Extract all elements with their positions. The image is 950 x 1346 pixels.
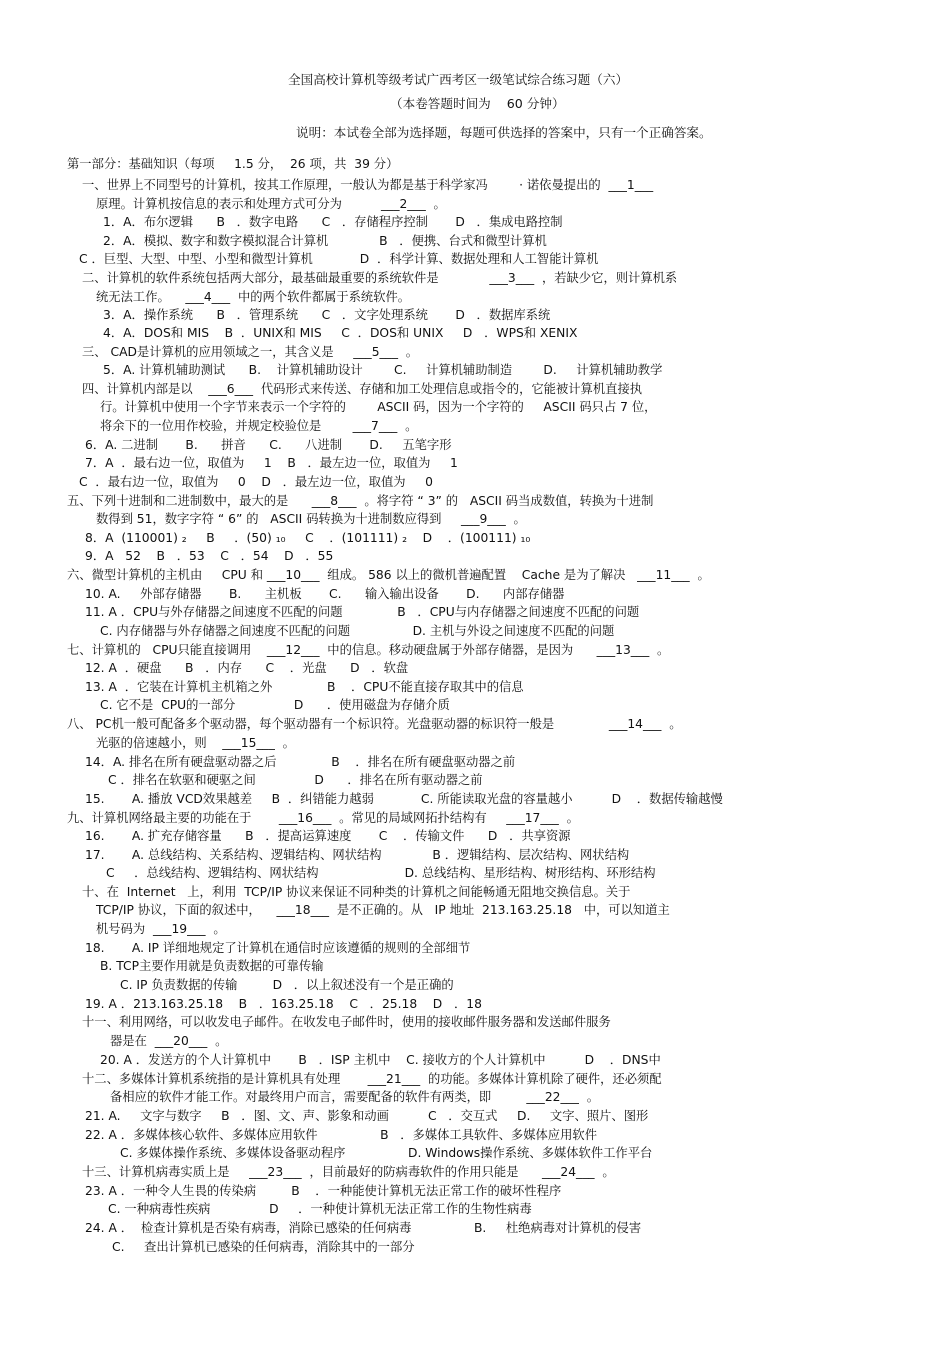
- doc-line: 23. A ．一种令人生畏的传染病 B ．一种能使计算机无法正常工作的破坏性程序: [85, 1184, 562, 1198]
- doc-line: 十一、利用网络，可以收发电子邮件。在收发电子邮件时，使用的接收邮件服务器和发送邮件服务: [82, 1015, 611, 1029]
- doc-line: 17. A. 总线结构、关系结构、逻辑结构、网状结构 B ．逻辑结构、层次结构、网状结构: [85, 848, 630, 862]
- doc-line: 九、计算机网络最主要的功能在于 ___16___ 。常见的局域网拓扑结构有 ___17___ 。: [67, 811, 579, 825]
- doc-line: 四、计算机内部是以 ___6___ 代码形式来传送、存储和加工处理信息或指令的，它能被计算机直接执: [82, 382, 643, 396]
- doc-line: 二、计算机的软件系统包括两大部分，最基础最重要的系统软件是 ___3___ ，若缺少它，则计算机系: [82, 271, 678, 285]
- doc-line: 20. A ．发送方的个人计算机中 B ．ISP 主机中 C. 接收方的个人计算机中 D ．DNS中: [100, 1053, 661, 1067]
- doc-line: 14．A. 排名在所有硬盘驱动器之后 B ．排名在所有硬盘驱动器之前: [85, 755, 516, 769]
- doc-line: 全国高校计算机等级考试广西考区一级笔试综合练习题（六）: [288, 72, 629, 87]
- doc-line: 15. A. 播放 VCD效果越差 B ．纠错能力越弱 C. 所能读取光盘的容量越小 D ．数据传输越慢: [85, 792, 723, 806]
- doc-line: 1．A．布尔逻辑 B ．数字电路 C ．存储程序控制 D ．集成电路控制: [103, 215, 563, 229]
- doc-line: 统无法工作。 ___4___ 中的两个软件都属于系统软件。: [96, 290, 411, 304]
- doc-line: 三、 CAD是计算机的应用领域之一，其含义是 ___5___ 。: [82, 345, 419, 359]
- doc-line: 16. A. 扩充存储容量 B ．提高运算速度 C ．传输文件 D ．共享资源: [85, 829, 571, 843]
- doc-line: C ．排名在软驱和硬驱之间 D ．排名在所有驱动器之前: [108, 773, 483, 787]
- doc-line: C ．总线结构、逻辑结构、网状结构 D. 总线结构、星形结构、树形结构、环形结构: [106, 866, 656, 880]
- doc-line: C ．巨型、大型、中型、小型和微型计算机 D ．科学计算、数据处理和人工智能计算机: [79, 252, 599, 266]
- doc-line: 五、下列十进制和二进制数中，最大的是 ___8___ 。将字符 “ 3” 的 ASCII 码当成数值，转换为十进制: [67, 494, 654, 508]
- doc-line: （本卷答题时间为 60 分钟）: [390, 96, 565, 111]
- doc-line: C ．最右边一位，取值为 0 D ．最左边一位，取值为 0: [79, 475, 433, 489]
- doc-line: 原理。计算机按信息的表示和处理方式可分为 ___2___ 。: [96, 197, 446, 211]
- doc-line: 十二、多媒体计算机系统指的是计算机具有处理 ___21___ 的功能。多媒体计算机除了硬件，还必须配: [82, 1072, 662, 1086]
- doc-line: C. 多媒体操作系统、多媒体设备驱动程序 D. Windows操作系统、多媒体软件工作平台: [120, 1146, 653, 1160]
- doc-line: C. 它不是 CPU的一部分 D ．使用磁盘为存储介质: [100, 698, 450, 712]
- doc-line: 9．A 52 B ．53 C ．54 D ．55: [85, 549, 334, 563]
- doc-line: 将余下的一位用作校验，并规定校验位是 ___7___ 。: [100, 419, 418, 433]
- doc-line: 7．A ．最右边一位，取值为 1 B ．最左边一位，取值为 1: [85, 456, 458, 470]
- doc-line: 行。计算机中使用一个字节来表示一个字符的 ASCII 码，因为一个字符的 ASCII 码只占 7 位，: [100, 400, 657, 414]
- doc-line: 2．A．模拟、数字和数字模拟混合计算机 B ．便携、台式和微型计算机: [103, 234, 547, 248]
- doc-line: 4．A．DOS和 MIS B ．UNIX和 MIS C ．DOS和 UNIX D ．WPS和 XENIX: [103, 326, 578, 340]
- doc-line: 22. A ．多媒体核心软件、多媒体应用软件 B ．多媒体工具软件、多媒体应用软件: [85, 1128, 597, 1142]
- doc-line: C. 查出计算机已感染的任何病毒，消除其中的一部分: [112, 1240, 415, 1254]
- doc-line: 七、计算机的 CPU只能直接调用 ___12___ 中的信息。移动硬盘属于外部存储器，是因为 ___13___ 。: [67, 643, 670, 657]
- doc-line: 5．A. 计算机辅助测试 B. 计算机辅助设计 C. 计算机辅助制造 D. 计算机辅助教学: [103, 363, 663, 377]
- doc-line: B. TCP主要作用就是负责数据的可靠传输: [100, 959, 324, 973]
- doc-line: 光驱的倍速越小，则 ___15___ 。: [96, 736, 295, 750]
- doc-line: 13. A ．它装在计算机主机箱之外 B ．CPU不能直接存取其中的信息: [85, 680, 524, 694]
- doc-line: 一、世界上不同型号的计算机，按其工作原理，一般认为都是基于科学家冯 · 诺依曼提出的 ___1___: [82, 178, 654, 192]
- doc-line: 21. A. 文字与数字 B ．图、文、声、影象和动画 C ．交互式 D. 文字、照片、图形: [85, 1109, 649, 1123]
- doc-line: 19. A ．213.163.25.18 B ．163.25.18 C ．25.18 D ．18: [85, 997, 482, 1011]
- doc-line: 12. A ．硬盘 B ．内存 C ．光盘 D ．软盘: [85, 661, 409, 675]
- doc-line: 十、在 Internet 上，利用 TCP/IP 协议来保证不同种类的计算机之间能畅通无阻地交换信息。关于: [82, 885, 631, 899]
- doc-line: 八、 PC机一般可配备多个驱动器，每个驱动器有一个标识符。光盘驱动器的标识符一般是 ___14___ 。: [67, 717, 682, 731]
- doc-line: 说明：本试卷全部为选择题，每题可供选择的答案中，只有一个正确答案。: [296, 125, 712, 140]
- doc-line: C. IP 负责数据的传输 D ．以上叙述没有一个是正确的: [120, 978, 454, 992]
- doc-line: 6．A. 二进制 B. 拼音 C. 八进制 D. 五笔字形: [85, 438, 452, 452]
- doc-line: 器是在 ___20___ 。: [110, 1034, 228, 1048]
- doc-line: 18. A. IP 详细地规定了计算机在通信时应该遵循的规则的全部细节: [85, 941, 471, 955]
- doc-line: TCP/IP 协议，下面的叙述中， ___18___ 是不正确的。从 IP 地址 213.163.25.18 中，可以知道主: [96, 903, 670, 917]
- doc-line: C. 一种病毒性疾病 D ．一种使计算机无法正常工作的生物性病毒: [108, 1202, 532, 1216]
- doc-line: 备相应的软件才能工作。对最终用户而言，需要配备的软件有两类，即 ___22___ 。: [110, 1090, 600, 1104]
- doc-line: 11. A ．CPU与外存储器之间速度不匹配的问题 B ．CPU与内存储器之间速度不匹配的问题: [85, 605, 640, 619]
- doc-line: 机号码为 ___19___ 。: [96, 922, 226, 936]
- doc-line: 数得到 51，数字字符 “ 6” 的 ASCII 码转换为十进制数应得到 ___9___ 。: [96, 512, 526, 526]
- doc-line: 第一部分：基础知识（每项 1.5 分， 26 项，共 39 分）: [67, 157, 399, 171]
- doc-line: 十三、计算机病毒实质上是 ___23___ ，目前最好的防病毒软件的作用只能是 ___24___ 。: [82, 1165, 615, 1179]
- doc-line: 3．A．操作系统 B ．管理系统 C ．文字处理系统 D ．数据库系统: [103, 308, 551, 322]
- doc-line: C. 内存储器与外存储器之间速度不匹配的问题 D. 主机与外设之间速度不匹配的问题: [100, 624, 615, 638]
- doc-line: 六、微型计算机的主机由 CPU 和 ___10___ 组成。 586 以上的微机普遍配置 Cache 是为了解决 ___11___ 。: [67, 568, 710, 582]
- doc-line: 24. A ． 检查计算机是否染有病毒，消除已感染的任何病毒 B. 杜绝病毒对计算机的侵害: [85, 1221, 642, 1235]
- doc-line: 10. A. 外部存储器 B. 主机板 C. 输入输出设备 D. 内部存储器: [85, 587, 565, 601]
- doc-line: 8．A (110001) ₂ B ．(50) ₁₀ C ．(101111) ₂ D ．(100111) ₁₀: [85, 531, 531, 545]
